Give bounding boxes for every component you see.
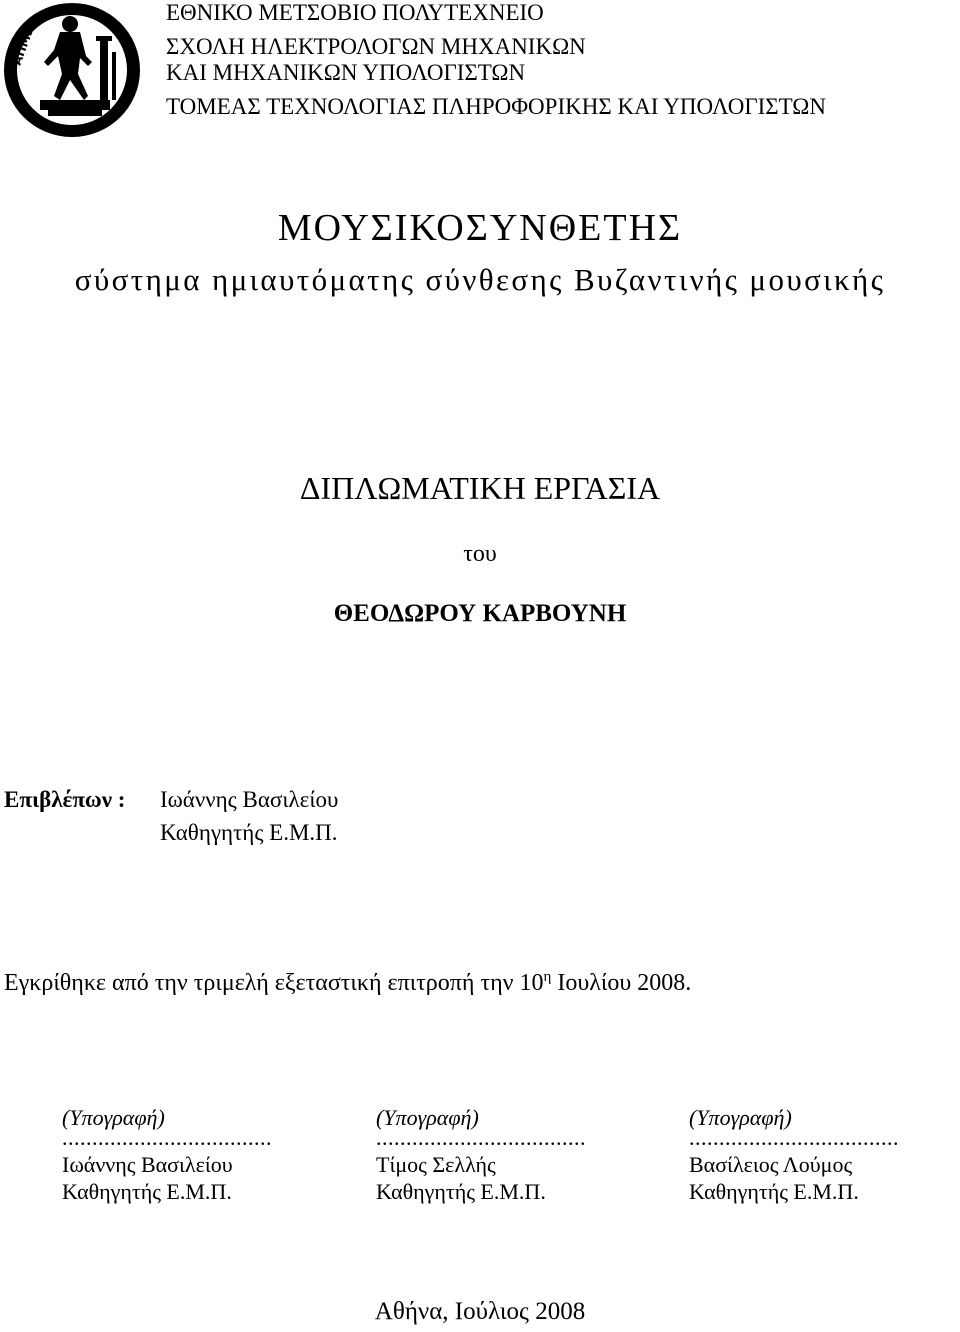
signature-line: ................................... xyxy=(376,1125,586,1150)
by-label: του xyxy=(463,541,497,567)
committee-member-title: Καθηγητής Ε.Μ.Π. xyxy=(62,1179,232,1204)
ntua-seal-emblem-icon xyxy=(0,0,162,140)
approval-date: Ιουλίου 2008. xyxy=(551,970,692,996)
signature-caption: (Υπογραφή) xyxy=(62,1105,165,1130)
supervisor-label: Επιβλέπων : xyxy=(4,787,126,812)
thesis-type: ΔΙΠΛΩΜΑΤΙΚΗ ΕΡΓΑΣΙΑ xyxy=(299,470,661,506)
school-name-cont: ΚΑΙ ΜΗΧΑΝΙΚΩΝ ΥΠΟΛΟΓΙΣΤΩΝ xyxy=(166,60,526,85)
svg-text:ΑΠΜΕ: ΑΠΜΕ xyxy=(9,25,37,68)
committee-member-title: Καθηγητής Ε.Μ.Π. xyxy=(689,1179,859,1204)
signature-block-2 xyxy=(376,1104,656,1205)
committee-member-name: Ιωάννης Βασιλείου xyxy=(62,1152,233,1177)
supervisor-title: Καθηγητής Ε.Μ.Π. xyxy=(160,820,338,845)
supervisor-name: Ιωάννης Βασιλείου xyxy=(160,787,339,812)
committee-member-name: Βασίλειος Λούμος xyxy=(689,1152,853,1177)
signature-caption: (Υπογραφή) xyxy=(376,1105,479,1130)
committee-member-name: Τίμος Σελλής xyxy=(376,1152,496,1177)
approval-ordinal: η xyxy=(543,969,552,985)
signature-block-1 xyxy=(62,1104,342,1205)
thesis-title: ΜΟΥΣΙΚΟΣΥΝΘΕΤΗΣ xyxy=(277,207,683,249)
school-name: ΣΧΟΛΗ ΗΛΕΚΤΡΟΛΟΓΩΝ ΜΗΧΑΝΙΚΩΝ xyxy=(166,34,586,59)
division-name: ΤΟΜΕΑΣ ΤΕΧΝΟΛΟΓΙΑΣ ΠΛΗΡΟΦΟΡΙΚΗΣ ΚΑΙ ΥΠΟΛΟΓΙΣΤΩΝ xyxy=(166,94,827,119)
committee-member-title: Καθηγητής Ε.Μ.Π. xyxy=(376,1179,546,1204)
thesis-subtitle: σύστημα ημιαυτόματης σύνθεσης Βυζαντινής μουσικής xyxy=(74,262,886,297)
author-name: ΘΕΟΔΩΡΟΥ ΚΑΡΒΟΥΝΗ xyxy=(333,600,627,627)
signature-line: ................................... xyxy=(689,1125,899,1150)
signature-block-3 xyxy=(689,1104,960,1205)
approval-statement xyxy=(4,969,691,997)
signature-caption: (Υπογραφή) xyxy=(689,1105,792,1130)
approval-text: Εγκρίθηκε από την τριμελή εξεταστική επιτροπή την 10 xyxy=(4,970,544,996)
institution-name: ΕΘΝΙΚΟ ΜΕΤΣΟΒΙΟ ΠΟΛΥΤΕΧΝΕΙΟ xyxy=(166,0,544,25)
place-date: Αθήνα, Ιούλιος 2008 xyxy=(374,1298,586,1325)
signature-line: ................................... xyxy=(62,1125,272,1150)
